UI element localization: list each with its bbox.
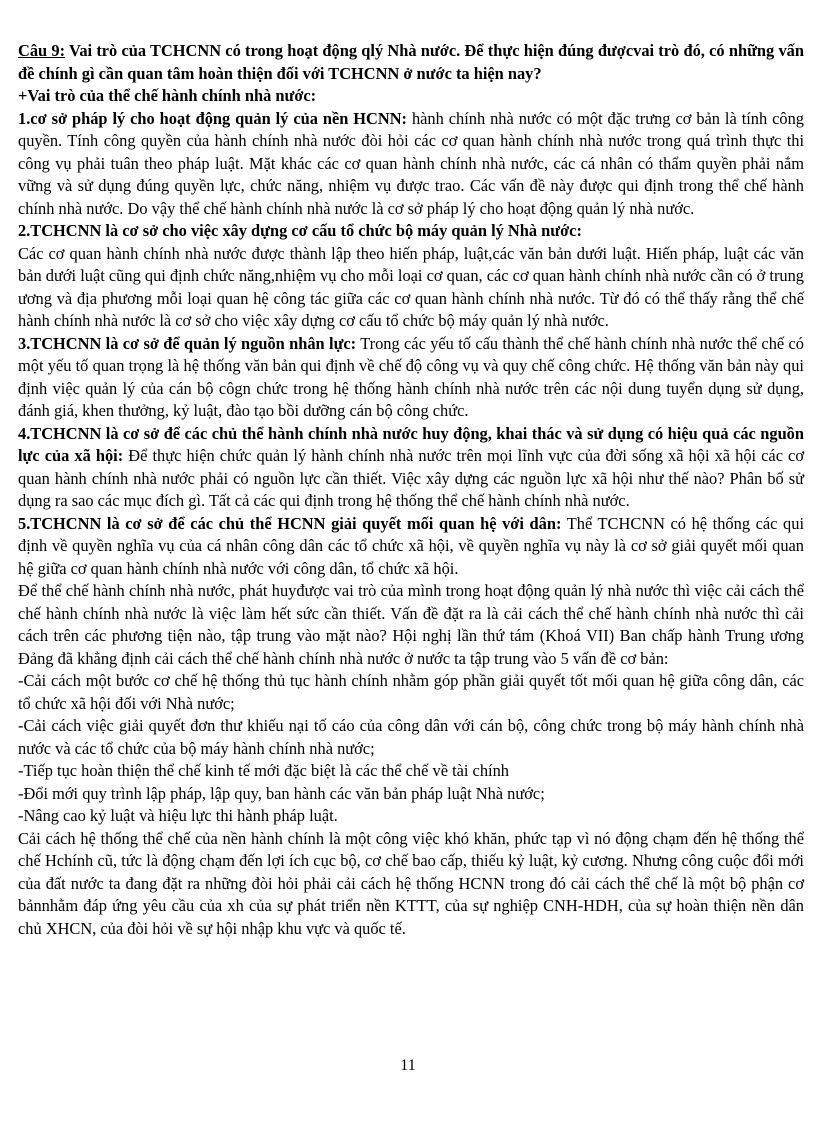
section-body: Trong các yếu tố cấu thành thể chế hành chính nhà nước thể chế có một yếu tố quan trọng là hệ thống văn bản qui định về chế độ công vụ và quy chế công chức. Hệ thống văn bản này qui định việc quản lý của cán bộ côgn chức trong hệ thống hành chính nhà nước trên các nội dung tuyển dụng sử dụng, đánh giá, khen thưởng, kỷ luật, đào tạo bồi dưỡng cán bộ công chức. — [18, 333, 804, 420]
section-5 — [18, 513, 804, 581]
roles-heading: +Vai trò của thể chế hành chính nhà nước: — [18, 86, 317, 105]
section-1 — [18, 108, 804, 221]
document-page — [18, 40, 804, 940]
section-heading: 1.cơ sở pháp lý cho hoạt động quản lý của nền HCNN: — [18, 108, 408, 128]
conclusion-paragraph: Cải cách hệ thống thể chế của nền hành chính là một công việc khó khăn, phức tạp vì nó động chạm đến hệ thống thể chế Hchính cũ, tức là động chạm đến lợi ích cục bộ, cơ chế bao cấp, thiếu kỷ luật, kỷ cương. Nhưng công cuộc đổi mới của đất nước ta đang đặt ra những đòi hỏi phải cải cách hệ thống HCNN trong đó cải cách thể chế là một bộ phận cơ bảnnhằm đáp ứng yêu cầu của xh của sự phát triển nền KTTT, của sự nghiệp CNH-HDH, của sự hoàn thiện nền dân chủ XHCN, của đòi hỏi về sự hội nhập khu vực và quốc tế. — [18, 828, 804, 938]
section-heading: 3.TCHCNN là cơ sở để quản lý nguồn nhân lực: — [18, 333, 357, 353]
section-heading: 4.TCHCNN là cơ sở để các chủ thể hành chính nhà nước huy động, khai thác và sử dụng có hiệu quả các nguồn lực của xã hội: — [18, 423, 804, 465]
section-body: hành chính nhà nước có một đặc trưng cơ bản là tính công quyền. Tính công quyền của hành chính nhà nước đòi hỏi các cơ quan hành chính nhà nước trong quá trình thực thi công vụ phải tuân theo pháp luật. Mặt khác các cơ quan hành chính nhà nước, các cá nhân có thẩm quyền phải nắm vững và sử dụng đúng quyền lực, chức năng, nhiệm vụ được trao. Các vấn đề này được qui định trong thể chế hành chính nhà nước. Do vậy thể chế hành chính nhà nước là cơ sở pháp lý cho hoạt động quản lý nhà nước. — [18, 108, 804, 218]
section-heading: 5.TCHCNN là cơ sở để các chủ thể HCNN giải quyết mối quan hệ với dân: — [18, 513, 562, 533]
reform-item: -Nâng cao kỷ luật và hiệu lực thi hành pháp luật. — [18, 806, 338, 825]
section-2-body: Các cơ quan hành chính nhà nước được thành lập theo hiến pháp, luật,các văn bản dưới luật. Hiến pháp, luật các văn bản dưới luật cũng qui định chức năng,nhiệm vụ cho mỗi loại cơ quan, các cơ quan hành chính nhà nước cần có ở trung ương và địa phương mỗi loại quan hệ công tác giữa các cơ quan hành chính nhà nước. Từ đó có thể thấy rằng thể chế hành chính nhà nước là cơ sở cho việc xây dựng cơ cấu tổ chức bộ máy quản lý nhà nước. — [18, 243, 804, 330]
section-4 — [18, 423, 804, 513]
reform-item: -Tiếp tục hoàn thiện thể chế kinh tế mới đặc biệt là các thể chế về tài chính — [18, 761, 509, 780]
page-number: 11 — [400, 1057, 416, 1074]
reform-intro: Để thể chế hành chính nhà nước, phát huyđược vai trò của mình trong hoạt động quản lý nhà nước thì việc cải cách thể chế hành chính nhà nước là việc làm hết sức cần thiết. Vấn đề đặt ra là cải cách thể chế hành chính nhà nước thì cải cách trên các phương tiện nào, tập trung vào mặt nào? Hội nghị lần thứ tám (Khoá VII) Ban chấp hành Trung ương Đảng đã khẳng định cải cách thể chế hành chính nhà nước ở nước ta tập trung vào 5 vấn đề cơ bản: — [18, 581, 804, 668]
section-body: Để thực hiện chức quản lý hành chính nhà nước trên mọi lĩnh vực của đời sống xã hội xã hội các cơ quan hành chính nhà nước phải có nguồn lực cần thiết. Việc xây dựng các nguồn lực xã hội như thế nào? Phân bố sử dụng ra sao các mục đích gì. Tất cả các qui định trong hệ thống thể chế hành chính nhà nước. — [18, 446, 804, 510]
question-text: Vai trò của TCHCNN có trong hoạt động qlý Nhà nước. Để thực hiện đúng đượcvai trò đó, có những vấn đề chính gì cần quan tâm hoàn thiện đối với TCHCNN ở nước ta hiện nay? — [18, 41, 804, 83]
reform-item: -Cải cách một bước cơ chế hệ thống thủ tục hành chính nhằm góp phần giải quyết tốt mối quan hệ giữa công dân, các tổ chức xã hội đối với Nhà nước; — [18, 671, 804, 713]
section-body: Thể TCHCNN có hệ thống các qui định về quyền nghĩa vụ của cá nhân công dân các tổ chức xã hội, về quyền nghĩa vụ này là cơ sở giải quyết mối quan hệ giữa cơ quan hành chính nhà nước với công dân, tổ chức xã hội. — [18, 513, 805, 578]
section-3 — [18, 333, 804, 423]
reform-item: -Đổi mới quy trình lập pháp, lập quy, ban hành các văn bản pháp luật Nhà nước; — [18, 783, 545, 803]
reform-item: -Cải cách việc giải quyết đơn thư khiếu nại tố cáo của công dân với cán bộ, công chức trong bộ máy hành chính nhà nước và các tổ chức của bộ máy hành chính nhà nước; — [18, 716, 804, 758]
section-2-heading: 2.TCHCNN là cơ sở cho việc xây dựng cơ cấu tổ chức bộ máy quản lý Nhà nước: — [18, 221, 582, 240]
question-label: Câu 9: — [18, 41, 66, 60]
question-heading — [18, 40, 804, 85]
